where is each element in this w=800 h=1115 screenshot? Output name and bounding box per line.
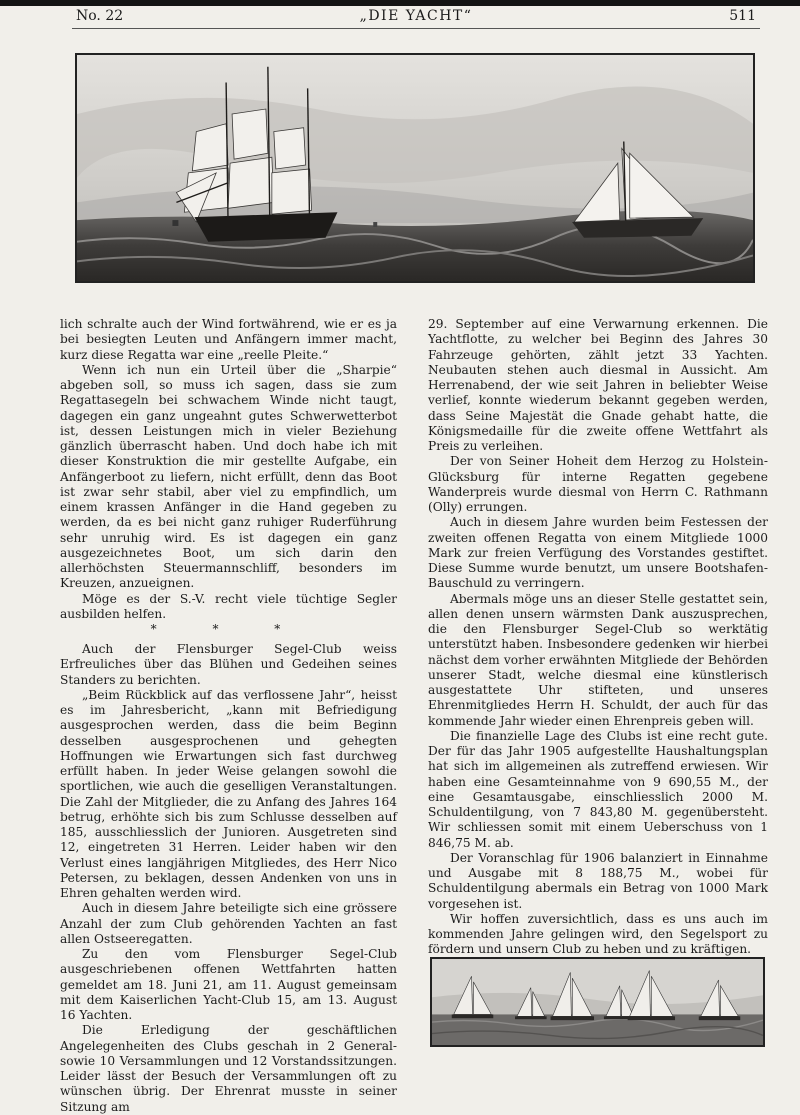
- paragraph: Auch in diesem Jahre wurden beim Festessen der zweiten offenen Regatta von einem Mitgliede 1000 Mark zur freien Verfügung des Vorstandes gestiftet. Diese Summe wurde benutzt, um unsere Bootshafen-Bauschuld zu verringern.: [428, 515, 768, 591]
- paragraph: Auch in diesem Jahre beteiligte sich eine grössere Anzahl der zum Club gehörenden Yachten an fast allen Ostseeregatten.: [60, 901, 397, 946]
- paragraph: „Beim Rückblick auf das verflossene Jahr“, heisst es im Jahresbericht, „kann mit Befriedigung ausgesprochen werden, dass die beim Beginn desselben ausgesprochenen und gehegten Hoffnungen wie Erwartungen sich fast durchweg erfüllt haben. In jeder Weise gelangen sowohl die sportlichen, wie auch die geselligen Veranstaltungen. Die Zahl der Mitglieder, die zu Anfang des Jahres 164 betrug, erhöhte sich bis zum Schlusse desselben auf 185, ausschliesslich der Junioren. Ausgetreten sind 12, eingetreten 31 Herren. Leider haben wir den Verlust eines langjährigen Mitgliedes, des Herr Nico Petersen, zu beklagen, dessen Andenken von uns in Ehren gehalten werden wird.: [60, 687, 397, 900]
- left-text-column: [60, 317, 397, 1115]
- paragraph: Wenn ich nun ein Urteil über die „Sharpie“ abgeben soll, so muss ich sagen, dass sie zum Regattasegeln bei schwachem Winde nicht taugt, dagegen ein ganz ungeahnt gutes Schwerwetterbot ist, dessen Leistungen mich in vieler Beziehung gänzlich überrascht haben. Und doch habe ich mit dieser Konstruktion die mir gestellte Aufgabe, ein Anfängerboot zu liefern, nicht erfüllt, denn das Boot ist zwar sehr stabil, aber viel zu empfindlich, um einem krassen Anfänger in die Hand gegeben zu werden, da es bei nicht ganz ruhiger Ruderführung sehr unruhig wird. Es ist dagegen ein ganz ausgezeichnetes Boot, um sich darin den allerhöchsten Steuermannschliff, besonders im Kreuzen, anzueignen.: [60, 362, 397, 591]
- paragraph: 29. September auf eine Verwarnung erkennen. Die Yachtflotte, zu welcher bei Beginn des Jahres 30 Fahrzeuge gehörten, zählt jetzt 33 Yachten. Neubauten stehen auch diesmal in Aussicht. Am Herrenabend, der wie seit Jahren in beliebter Weise verlief, konnte wiederum bekannt gegeben werden, dass Seine Majestät die Gnade gehabt hatte, die Königsmedaille für die zweite offene Wettfahrt als Preis zu verleihen.: [428, 317, 768, 453]
- running-header: [72, 6, 760, 29]
- right-text-column: [428, 317, 768, 973]
- paragraph: Auch der Flensburger Segel-Club weiss Erfreuliches über das Blühen und Gedeihen seines Standers zu berichten.: [60, 642, 397, 687]
- page-number: 511: [729, 8, 756, 24]
- paragraph: Zu den vom Flensburger Segel-Club ausgeschriebenen offenen Wettfahrten hatten gemeldet am 18. Juni 21, am 11. August gemeinsam mit dem Kaiserlichen Yacht-Club 15, am 13. August 16 Yachten.: [60, 947, 397, 1022]
- paragraph: lich schralte auch der Wind fortwährend, wie er es ja bei besiegten Leuten und Anfängern immer macht, kurz diese Regatta war eine „reelle Pleite.“: [60, 317, 397, 362]
- paragraph: Der von Seiner Hoheit dem Herzog zu Holstein-Glücksburg für interne Regatten gegebene Wanderpreis wurde diesmal von Herrn C. Rathmann (Olly) errungen.: [428, 454, 768, 514]
- paragraph: Wir hoffen zuversichtlich, dass es uns auch im kommenden Jahre gelingen wird, den Segelsport zu fördern und unsern Club zu heben und zu kräftigen.: [428, 911, 768, 957]
- ships-at-sea-illustration: [75, 53, 755, 283]
- regatta-fleet-illustration: [430, 957, 765, 1047]
- paragraph: Der Voranschlag für 1906 balanziert in Einnahme und Ausgabe mit 8 188,75 M., wobei für Schuldentilgung abermals ein Betrag von 1000 Mark vorgesehen ist.: [428, 850, 768, 911]
- magazine-title: „DIE YACHT“: [359, 8, 473, 24]
- paragraph: Die finanzielle Lage des Clubs ist eine recht gute. Der für das Jahr 1905 aufgestellte Haushaltungsplan hat sich im allgemeinen als zutreffend erwiesen. Wir haben eine Gesamteinnahme von 9 690,55 M., der eine Gesamtausgabe, einschliesslich 2000 M. Schuldentilgung, von 7 843,80 M. gegenübersteht. Wir schliessen somit mit einem Ueberschuss von 1 846,75 M. ab.: [428, 728, 768, 850]
- issue-number: No. 22: [76, 8, 124, 24]
- section-divider: * * *: [150, 622, 307, 636]
- paragraph: Abermals möge uns an dieser Stelle gestattet sein, allen denen unsern wärmsten Dank auszusprechen, die den Flensburger Segel-Club so werktätig unterstützt haben. Insbesondere gedenken wir hierbei nächst dem vorher erwähnten Mitgliede der Behörden unserer Stadt, welche diesmal eine künstlerisch ausgestattete Uhr stifteten, und unseres Ehrenmitgliedes Herrn H. Schuldt, der auch für das kommende Jahr wieder einen Ehrenpreis geben will.: [428, 591, 768, 728]
- paragraph: Möge es der S.-V. recht viele tüchtige Segler ausbilden helfen.: [60, 591, 397, 621]
- paragraph: Die Erledigung der geschäftlichen Angelegenheiten des Clubs geschah in 2 General- sowie 10 Versammlungen und 12 Vorstandssitzungen. Leider lässt der Besuch der Versammlungen oft zu wünschen übrig. Der Ehrenrat musste in seiner Sitzung am: [60, 1023, 397, 1114]
